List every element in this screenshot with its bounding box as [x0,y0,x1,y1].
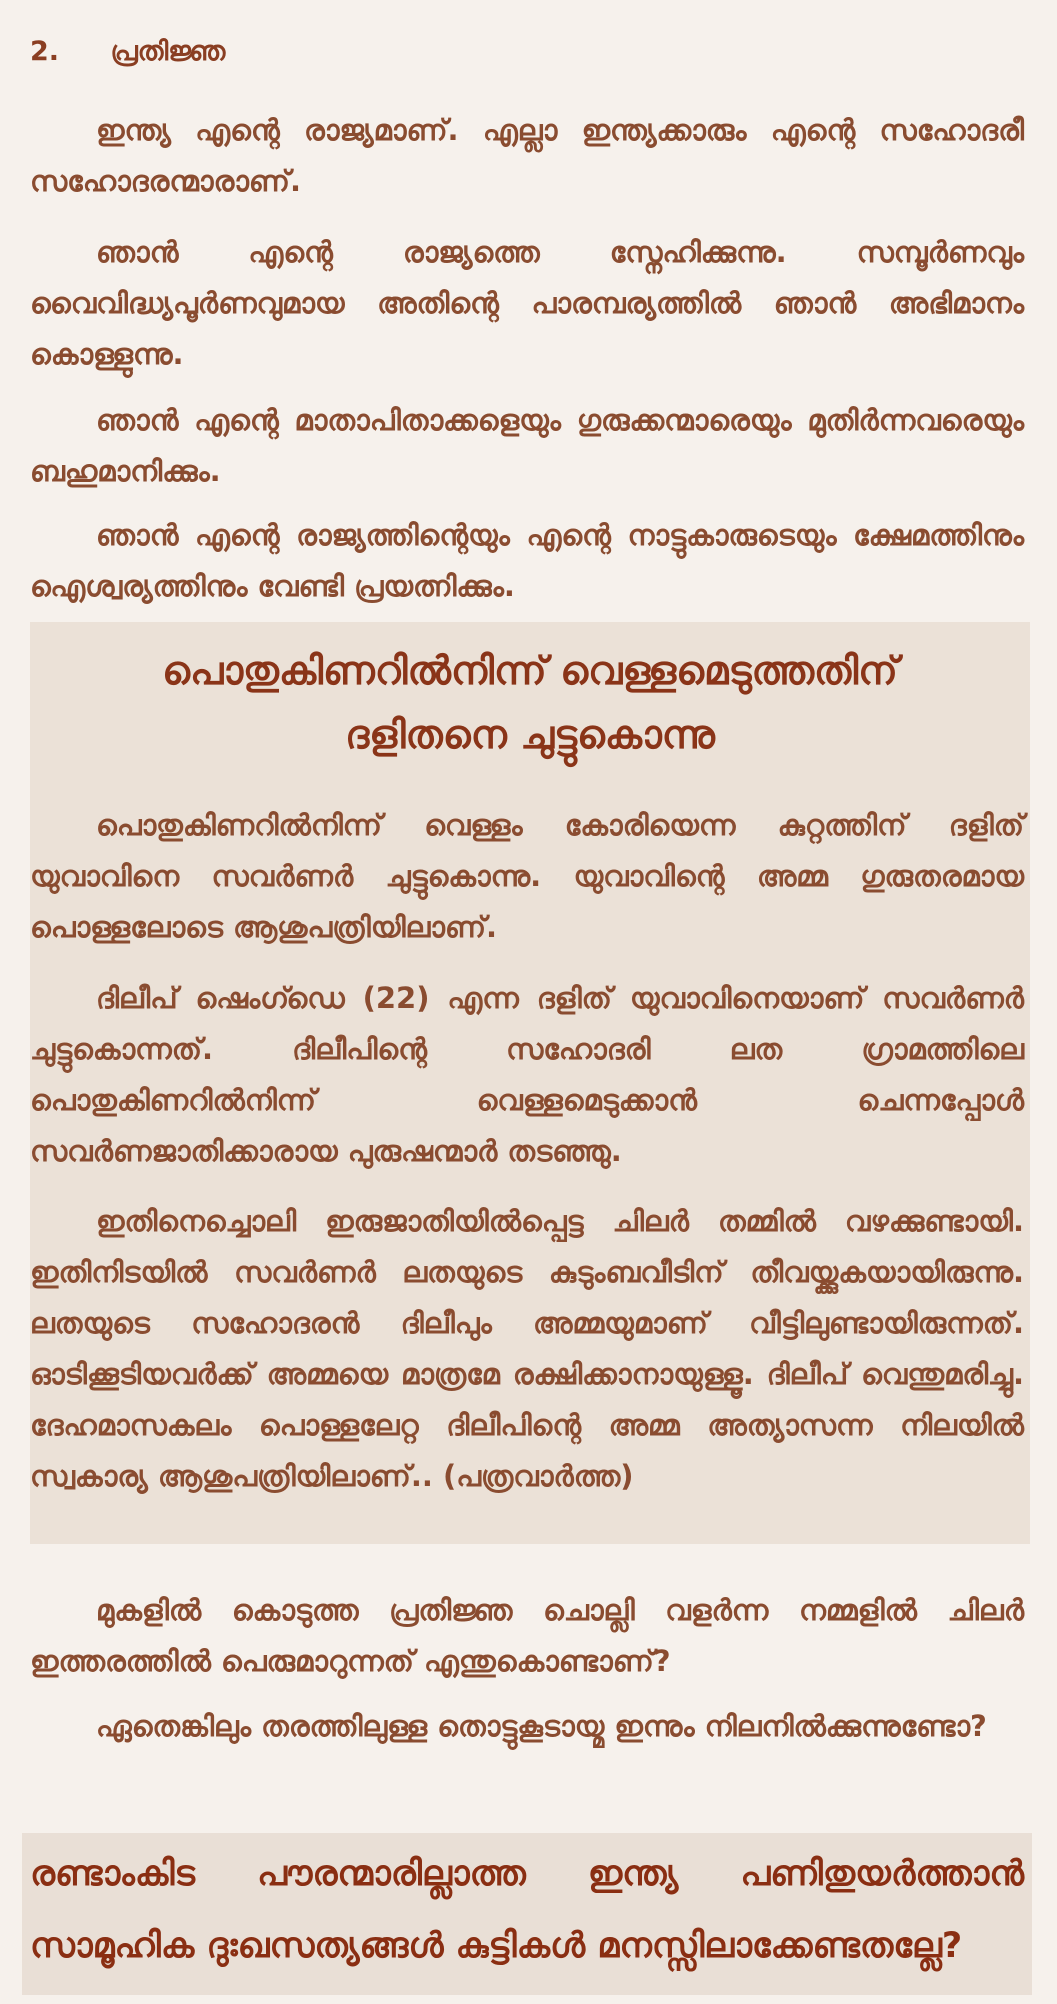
section-number: 2. [30,36,60,67]
question-1: മുകളിൽ കൊടുത്ത പ്രതിജ്ഞ ചൊല്ലി വളർന്ന നമ്മളിൽ ചിലർ ഇത്തരത്തിൽ പെരുമാറുന്നത് എന്തുകൊണ്ടാണ്? [30,1593,1024,1678]
news-paragraph-3: ഇതിനെച്ചൊലി ഇരുജാതിയിൽപ്പെട്ട ചിലർ തമ്മിൽ വഴക്കുണ്ടായി. ഇതിനിടയിൽ സവർണർ ലതയുടെ കുടുംബവീടിന് തീവയ്ക്കുകയായിരുന്നു. ലതയുടെ സഹോദരൻ ദിലീപും അമ്മയുമാണ് വീട്ടിലുണ്ടായിരുന്നത്. ഓടിക്കൂടിയവർക്ക് അമ്മയെ മാത്രമേ രക്ഷിക്കാനായുള്ളൂ. ദിലീപ് വെന്തുമരിച്ചു. ദേഹമാസകലം പൊള്ളലേറ്റ ദിലീപിന്റെ അമ്മ അത്യാസന്ന നിലയിൽ സ്വകാര്യ ആശുപത്രിയിലാണ്.. (പത്രവാർത്ത) [30,1204,1024,1493]
news-headline-line-2: ദളിതനെ ചുട്ടുകൊന്നു [345,713,715,758]
pledge-paragraph-2: ഞാൻ എന്റെ രാജ്യത്തെ സ്നേഹിക്കുന്നു. സമ്പൂർണവും വൈവിദ്ധ്യപൂർണവുമായ അതിന്റെ പാരമ്പര്യത്തിൽ ഞാൻ അഭിമാനം കൊള്ളുന്നു. [30,235,1024,371]
news-headline-line-1: പൊതുകിണറിൽനിന്ന് വെള്ളമെടുത്തതിന് [162,649,898,694]
pledge-paragraph-3: ഞാൻ എന്റെ മാതാപിതാക്കളെയും ഗുരുക്കന്മാരെയും മുതിർന്നവരെയും ബഹുമാനിക്കും. [30,403,1024,488]
section-title: പ്രതിജ്ഞ [110,36,226,67]
pledge-paragraph-4: ഞാൻ എന്റെ രാജ്യത്തിന്റെയും എന്റെ നാട്ടുകാരുടെയും ക്ഷേമത്തിനും ഐശ്വര്യത്തിനും വേണ്ടി പ്രയത്നിക്കും. [30,518,1024,603]
section-heading [30,36,225,68]
pledge-paragraph-1: ഇന്ത്യ എന്റെ രാജ്യമാണ്. എല്ലാ ഇന്ത്യക്കാരും എന്റെ സഹോദരീ സഹോദരന്മാരാണ്. [30,113,1024,198]
footer-statement: രണ്ടാംകിട പൗരന്മാരില്ലാത്ത ഇന്ത്യ പണിതുയർത്താൻ സാമൂഹിക ദുഃഖസത്യങ്ങൾ കുട്ടികൾ മനസ്സിലാക്കേണ്ടതല്ലേ? [30,1854,1024,1966]
news-paragraph-2: ദിലീപ് ഷെംഗ്ഡെ (22) എന്ന ദളിത് യുവാവിനെയാണ് സവർണർ ചുട്ടുകൊന്നത്. ദിലീപിന്റെ സഹോദരി ലത ഗ്രാമത്തിലെ പൊതുകിണറിൽനിന്ന് വെള്ളമെടുക്കാൻ ചെന്നപ്പോൾ സവർണജാതിക്കാരായ പുരുഷന്മാർ തടഞ്ഞു. [30,981,1024,1168]
news-headline [30,640,1030,768]
question-2: ഏതെങ്കിലും തരത്തിലുള്ള തൊട്ടുകൂടായ്മ ഇന്നും നിലനിൽക്കുന്നുണ്ടോ? [96,1709,987,1743]
news-paragraph-1: പൊതുകിണറിൽനിന്ന് വെള്ളം കോരിയെന്ന കുറ്റത്തിന് ദളിത് യുവാവിനെ സവർണർ ചുട്ടുകൊന്നു. യുവാവിന്റെ അമ്മ ഗുരുതരമായ പൊള്ളലോടെ ആശുപത്രിയിലാണ്. [30,808,1024,944]
